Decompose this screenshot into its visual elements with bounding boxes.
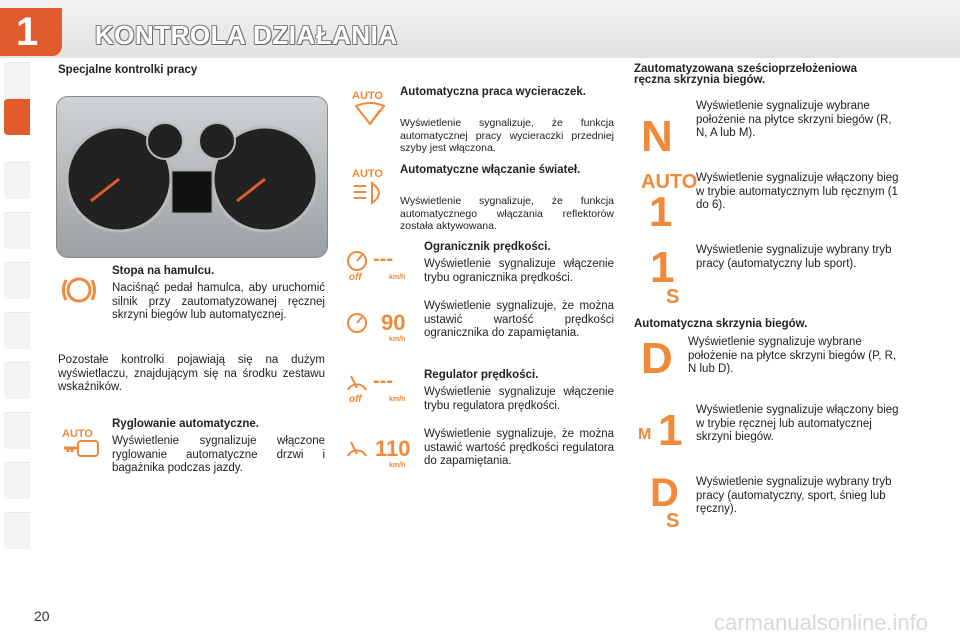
gear-m1-icon: M 1 <box>638 406 683 455</box>
auto-gearbox-title: Automatyczna skrzynia biegów. <box>634 318 808 330</box>
other-indicators-text: Pozostałe kontrolki pojawiają się na dużym wyświetlaczu, znajdującym się na środku zestawu wskaźników. <box>58 354 325 393</box>
page-title: KONTROLA DZIAŁANIA <box>95 20 398 50</box>
instrument-cluster-icon <box>57 97 327 257</box>
brake-title: Stopa na hamulcu. <box>112 265 215 277</box>
regulator-text1: Wyświetlenie sygnalizuje włączenie trybu regulatora prędkości. <box>424 386 614 412</box>
auto-wiper-icon: AUTO <box>352 90 388 133</box>
side-tab[interactable] <box>4 162 30 199</box>
gear-d-icon: D <box>641 334 673 383</box>
auto-lock-icon: AUTO <box>62 428 102 463</box>
lights-text: Wyświetlenie sygnalizuje, że funkcja automatycznego włączania reflektorów została aktywowana. <box>400 195 614 232</box>
side-tab[interactable] <box>4 412 30 449</box>
instrument-cluster-image <box>56 96 328 258</box>
side-tab-active[interactable] <box>4 98 30 135</box>
side-tab[interactable] <box>4 312 30 349</box>
auto-text2: Wyświetlenie sygnalizuje włączony bieg w trybie ręcznej lub automatycznej skrzyni biegów. <box>696 404 899 443</box>
regulator-off-icon: --- off km/h <box>349 370 406 405</box>
side-tab[interactable] <box>4 62 30 99</box>
wipers-title: Automatyczna praca wycieraczek. <box>400 86 587 98</box>
gear-ds-icon: D S <box>650 471 680 532</box>
limiter-off-icon: --- off km/h <box>349 248 406 283</box>
manual-text3: Wyświetlenie sygnalizuje wybrany tryb pracy (automatyczny lub sport). <box>696 244 892 270</box>
limiter-90-icon: 90 km/h <box>345 312 415 348</box>
manual-text2: Wyświetlenie sygnalizuje włączony bieg w trybie automatycznym lub ręcznym (1 do 6). <box>696 172 899 211</box>
locking-title: Ryglowanie automatyczne. <box>112 418 259 430</box>
locking-text: Wyświetlenie sygnalizuje włączone ryglowanie automatyczne drzwi i bagażnika podczas jazdy. <box>112 435 325 474</box>
regulator-title: Regulator prędkości. <box>424 369 539 381</box>
watermark-url: carmanualsonline.info <box>714 610 929 635</box>
page-number: 20 <box>34 608 50 624</box>
lights-title: Automatyczne włączanie świateł. <box>400 164 581 176</box>
gear-auto1-icon: AUTO 1 <box>641 171 698 235</box>
manual-text1: Wyświetlenie sygnalizuje wybrane położenie na płytce skrzyni biegów (R, N, A lub M). <box>696 100 892 139</box>
auto-text1: Wyświetlenie sygnalizuje wybrane położenie na płytce skrzyni biegów (P, R, N lub D). <box>688 336 897 375</box>
wipers-text: Wyświetlenie sygnalizuje, że funkcja automatycznej pracy wycieraczki przedniej szyby jest włączona. <box>400 117 614 154</box>
side-tab[interactable] <box>4 262 30 299</box>
chapter-number: 1 <box>16 10 39 54</box>
gear-1s-icon: 1 S <box>650 243 680 308</box>
side-tab[interactable] <box>4 512 30 549</box>
manual-gearbox-title: Zautomatyzowana sześcioprzełożeniowa ręczna skrzynia biegów. <box>634 63 858 86</box>
special-indicators-heading: Specjalne kontrolki pracy <box>58 64 198 76</box>
regulator-110-icon: 110 km/h <box>345 438 415 474</box>
gear-n-icon: N <box>641 112 673 161</box>
side-tabs <box>0 62 30 582</box>
limiter-title: Ogranicznik prędkości. <box>424 241 551 253</box>
side-tab[interactable] <box>4 362 30 399</box>
limiter-text2: Wyświetlenie sygnalizuje, że można ustawić wartość prędkości ogranicznika do zapamiętania. <box>424 300 614 339</box>
auto-text3: Wyświetlenie sygnalizuje wybrany tryb pracy (automatyczny, sport, śnieg lub ręczny). <box>696 476 892 515</box>
regulator-text2: Wyświetlenie sygnalizuje, że można ustawić wartość prędkości regulatora do zapamiętania. <box>424 428 614 467</box>
brake-text: Naciśnąć pedał hamulca, aby uruchomić silnik przy zautomatyzowanej ręcznej skrzyni biegów lub automatycznej. <box>112 282 325 321</box>
side-tab[interactable] <box>4 462 30 499</box>
brake-foot-icon <box>60 275 98 310</box>
auto-lights-icon: AUTO <box>352 168 388 211</box>
limiter-text1: Wyświetlenie sygnalizuje włączenie trybu ogranicznika prędkości. <box>424 258 614 284</box>
side-tab[interactable] <box>4 212 30 249</box>
